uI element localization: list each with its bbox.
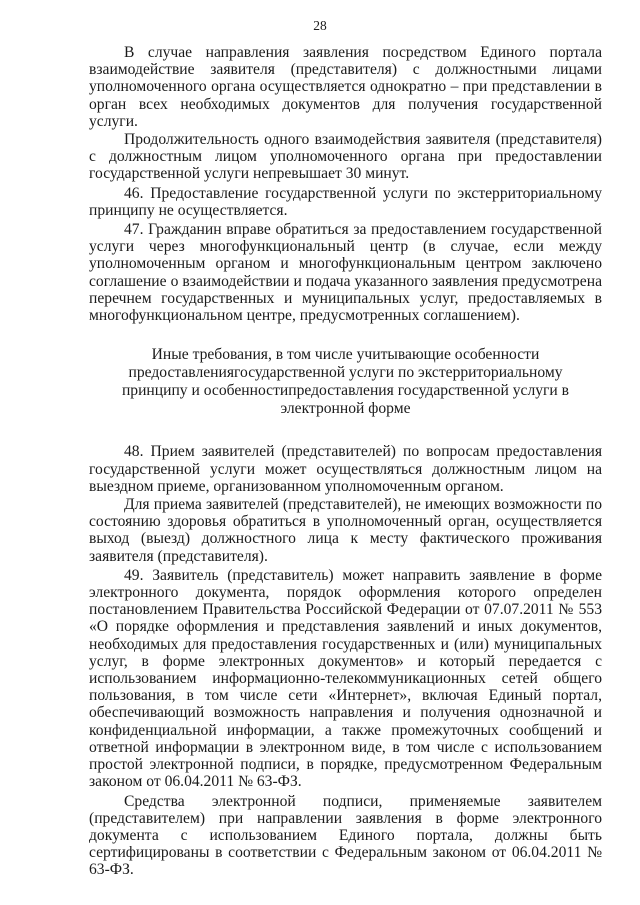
paragraph-interaction-duration: Продолжительность одного взаимодействия заявителя (представителя) с должностным лицом уполномоченного органа при предоставлении государственной услуги непревышает 30 минут. [89,131,602,183]
page-number: 28 [313,18,327,33]
paragraph-home-visit: Для приема заявителей (представителей), не имеющих возможности по состоянию здоровья обратиться в уполномоченный орган, осуществляется выход (выезд) должностного лица к месту фактического проживания заявителя (представителя). [89,496,602,565]
paragraph-portal-interaction: В случае направления заявления посредством Единого портала взаимодействие заявителя (представителя) с должностными лицами уполномоченного органа осуществляется однократно – при представлении в орган всех необходимых документов для получения государственной услуги. [89,44,602,130]
paragraph-46: 46. Предоставление государственной услуги по экстерриториальному принципу не осуществляется. [89,184,602,219]
paragraph-48: 48. Прием заявителей (представителей) по вопросам предоставления государственной услуги может осуществляться должностным лицом на выездном приеме, организованном уполномоченным органом. [89,443,602,495]
paragraph-49: 49. Заявитель (представитель) может направить заявление в форме электронного документа, порядок оформления которого определен постановлением Правительства Российской Федерации от 07.07.2011 № 553 «О порядке оформления и представления заявлений и иных документов, необходимых для предоставления государственных и (или) муниципальных услуг, в форме электронных документов» и который передается с использованием информационно-телекоммуникационных сетей общего пользования, в том числе сети «Интернет», включая Единый портал, обеспечивающий возможность направления и получения однозначной и конфиденциальной информации, а также промежуточных сообщений и ответной информации в электронном виде, в том числе с использованием простой электронной подписи, в порядке, предусмотренном Федеральным законом от 06.04.2011 № 63-ФЗ. [89,566,602,791]
paragraph-47: 47. Гражданин вправе обратиться за предоставлением государственной услуги через многофункциональный центр (в случае, если между уполномоченным органом и многофункциональным центром заключено соглашение о взаимодействии и подача указанного заявления предусмотрена перечнем государственных и муниципальных услуг, предоставляемых в многофункциональном центре, предусмотренных соглашением). [89,221,602,325]
section-heading: Иные требования, в том числе учитывающие особенности предоставлениягосударственной услуги по экстерриториальному принципу и особенностипредоставления государственной услуги в электронной форме [121,346,570,417]
paragraph-signature-tools: Средства электронной подписи, применяемые заявителем (представителем) при направлении заявления в форме электронного документа с использованием Единого портала, должны быть сертифицированы в соответствии с Федеральным законом от 06.04.2011 № 63-ФЗ. [89,792,602,879]
document-body [89,44,602,879]
